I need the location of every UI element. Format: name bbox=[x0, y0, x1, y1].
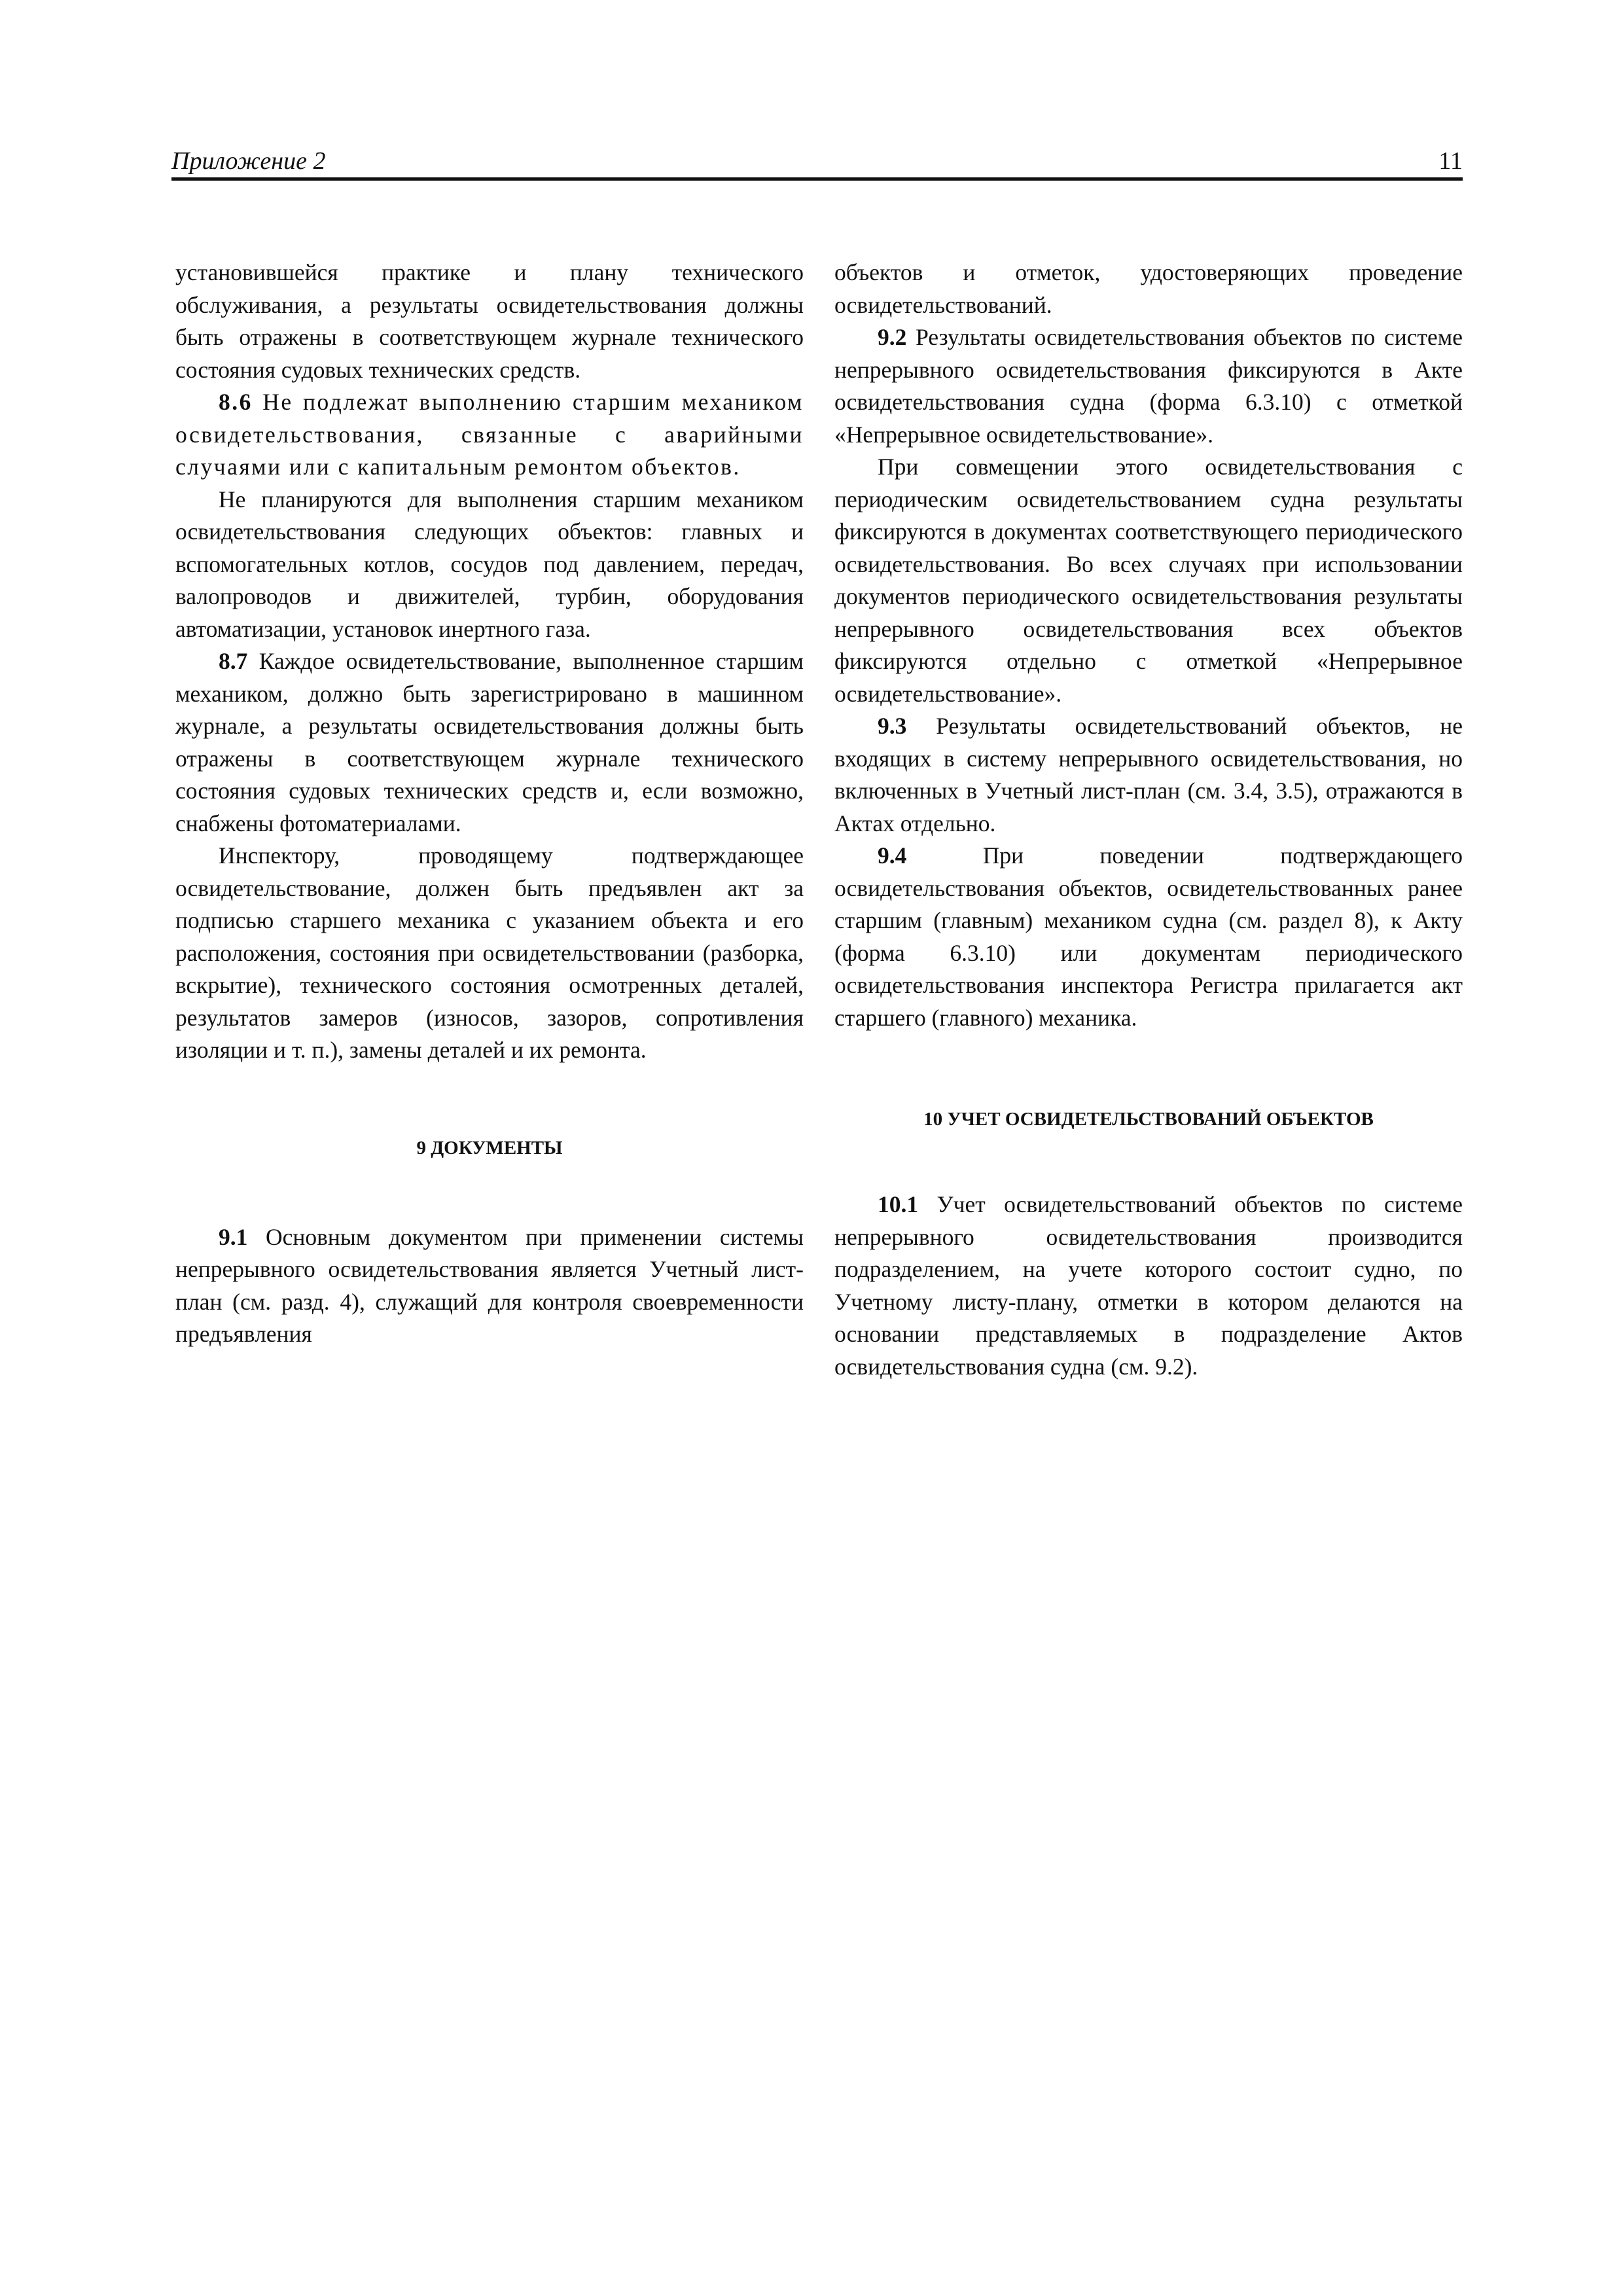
right-column bbox=[834, 257, 1463, 1383]
paragraph-text: Результаты освидетельствования объектов по системе непрерывного освидетельствования фиксируются в Акте освидетельствования судна (форма 6.3.10) с отметкой «Непрерывное освидетельствование». bbox=[834, 324, 1463, 448]
paragraph-9-3 bbox=[834, 710, 1463, 840]
clause-number: 10.1 bbox=[878, 1191, 919, 1217]
paragraph-10-1 bbox=[834, 1189, 1463, 1383]
paragraph: Не планируются для выполнения старшим механиком освидетельствования следующих объектов: главных и вспомогательных котлов, сосудов под давлением, передач, валопроводов и движителей, турбин, оборудования автоматизации, установок инертного газа. bbox=[175, 486, 804, 642]
paragraph: Инспектору, проводящему подтверждающее освидетельствование, должен быть предъявлен акт за подписью старшего механика с указанием объекта и его расположения, состояния при освидетельствовании (разборка, вскрытие), технического состояния осмотренных деталей, результатов замеров (износов, зазоров, сопротивления изоляции и т. п.), замены деталей и их ремонта. bbox=[175, 842, 804, 1063]
section-heading-9: 9 ДОКУМЕНТЫ bbox=[416, 1137, 563, 1158]
paragraph: объектов и отметок, удостоверяющих проведение освидетельствований. bbox=[834, 259, 1463, 318]
header-title: Приложение 2 bbox=[171, 147, 326, 175]
clause-number: 8.7 bbox=[219, 648, 248, 674]
page-number: 11 bbox=[1438, 147, 1463, 175]
page-header bbox=[171, 145, 1463, 182]
paragraph-8-6 bbox=[175, 386, 804, 484]
clause-number: 9.2 bbox=[878, 324, 907, 350]
left-column bbox=[175, 257, 804, 1351]
paragraph-text: Не подлежат выполнению старшим механиком освидетельствования, связанные с аварийными случаями или с капитальным ремонтом объектов. bbox=[175, 389, 804, 480]
paragraph-text: Каждое освидетельствование, выполненное старшим механиком, должно быть зарегистрировано в машинном журнале, а результаты освидетельствования должны быть отражены в соответствующем журнале технического состояния судовых технических средств и, если возможно, снабжены фотоматериалами. bbox=[175, 648, 804, 836]
paragraph-9-1 bbox=[175, 1221, 804, 1351]
paragraph-9-2 bbox=[834, 321, 1463, 451]
clause-number: 9.1 bbox=[219, 1223, 248, 1250]
clause-number: 8.6 bbox=[219, 389, 253, 415]
header-rule bbox=[171, 177, 1463, 181]
clause-number: 9.4 bbox=[878, 842, 907, 869]
paragraph-text: Результаты освидетельствований объектов, не входящих в систему непрерывного освидетельствования, но включенных в Учетный лист-план (см. 3.4, 3.5), отражаются в Актах отдельно. bbox=[834, 713, 1463, 836]
paragraph-8-7 bbox=[175, 645, 804, 840]
clause-number: 9.3 bbox=[878, 713, 907, 739]
paragraph-9-4 bbox=[834, 840, 1463, 1034]
paragraph: установившейся практике и плану технического обслуживания, а результаты освидетельствования должны быть отражены в соответствующем журнале технического состояния судовых технических средств. bbox=[175, 259, 804, 383]
section-heading-10: 10 УЧЕТ ОСВИДЕТЕЛЬСТВОВАНИЙ ОБЪЕКТОВ bbox=[923, 1109, 1374, 1130]
paragraph-text: Учет освидетельствований объектов по системе непрерывного освидетельствования производится подразделением, на учете которого состоит судно, по Учетному листу-плану, отметки в котором делаются на основании представляемых в подразделение Актов освидетельствования судна (см. 9.2). bbox=[834, 1191, 1463, 1380]
paragraph: При совмещении этого освидетельствования с периодическим освидетельствованием судна результаты фиксируются в документах соответствующего периодического освидетельствования. Во всех случаях при использовании документов периодического освидетельствования результаты непрерывного освидетельствования всех объектов фиксируются отдельно с отметкой «Непрерывное освидетельствование». bbox=[834, 454, 1463, 707]
paragraph-text: При поведении подтверждающего освидетельствования объектов, освидетельствованных ранее старшим (главным) механиком судна (см. раздел 8), к Акту (форма 6.3.10) или документам периодического освидетельствования инспектора Регистра прилагается акт старшего (главного) механика. bbox=[834, 842, 1463, 1031]
paragraph-text: Основным документом при применении системы непрерывного освидетельствования является Учетный лист-план (см. разд. 4), служащий для контроля своевременности предъявления bbox=[175, 1223, 804, 1347]
